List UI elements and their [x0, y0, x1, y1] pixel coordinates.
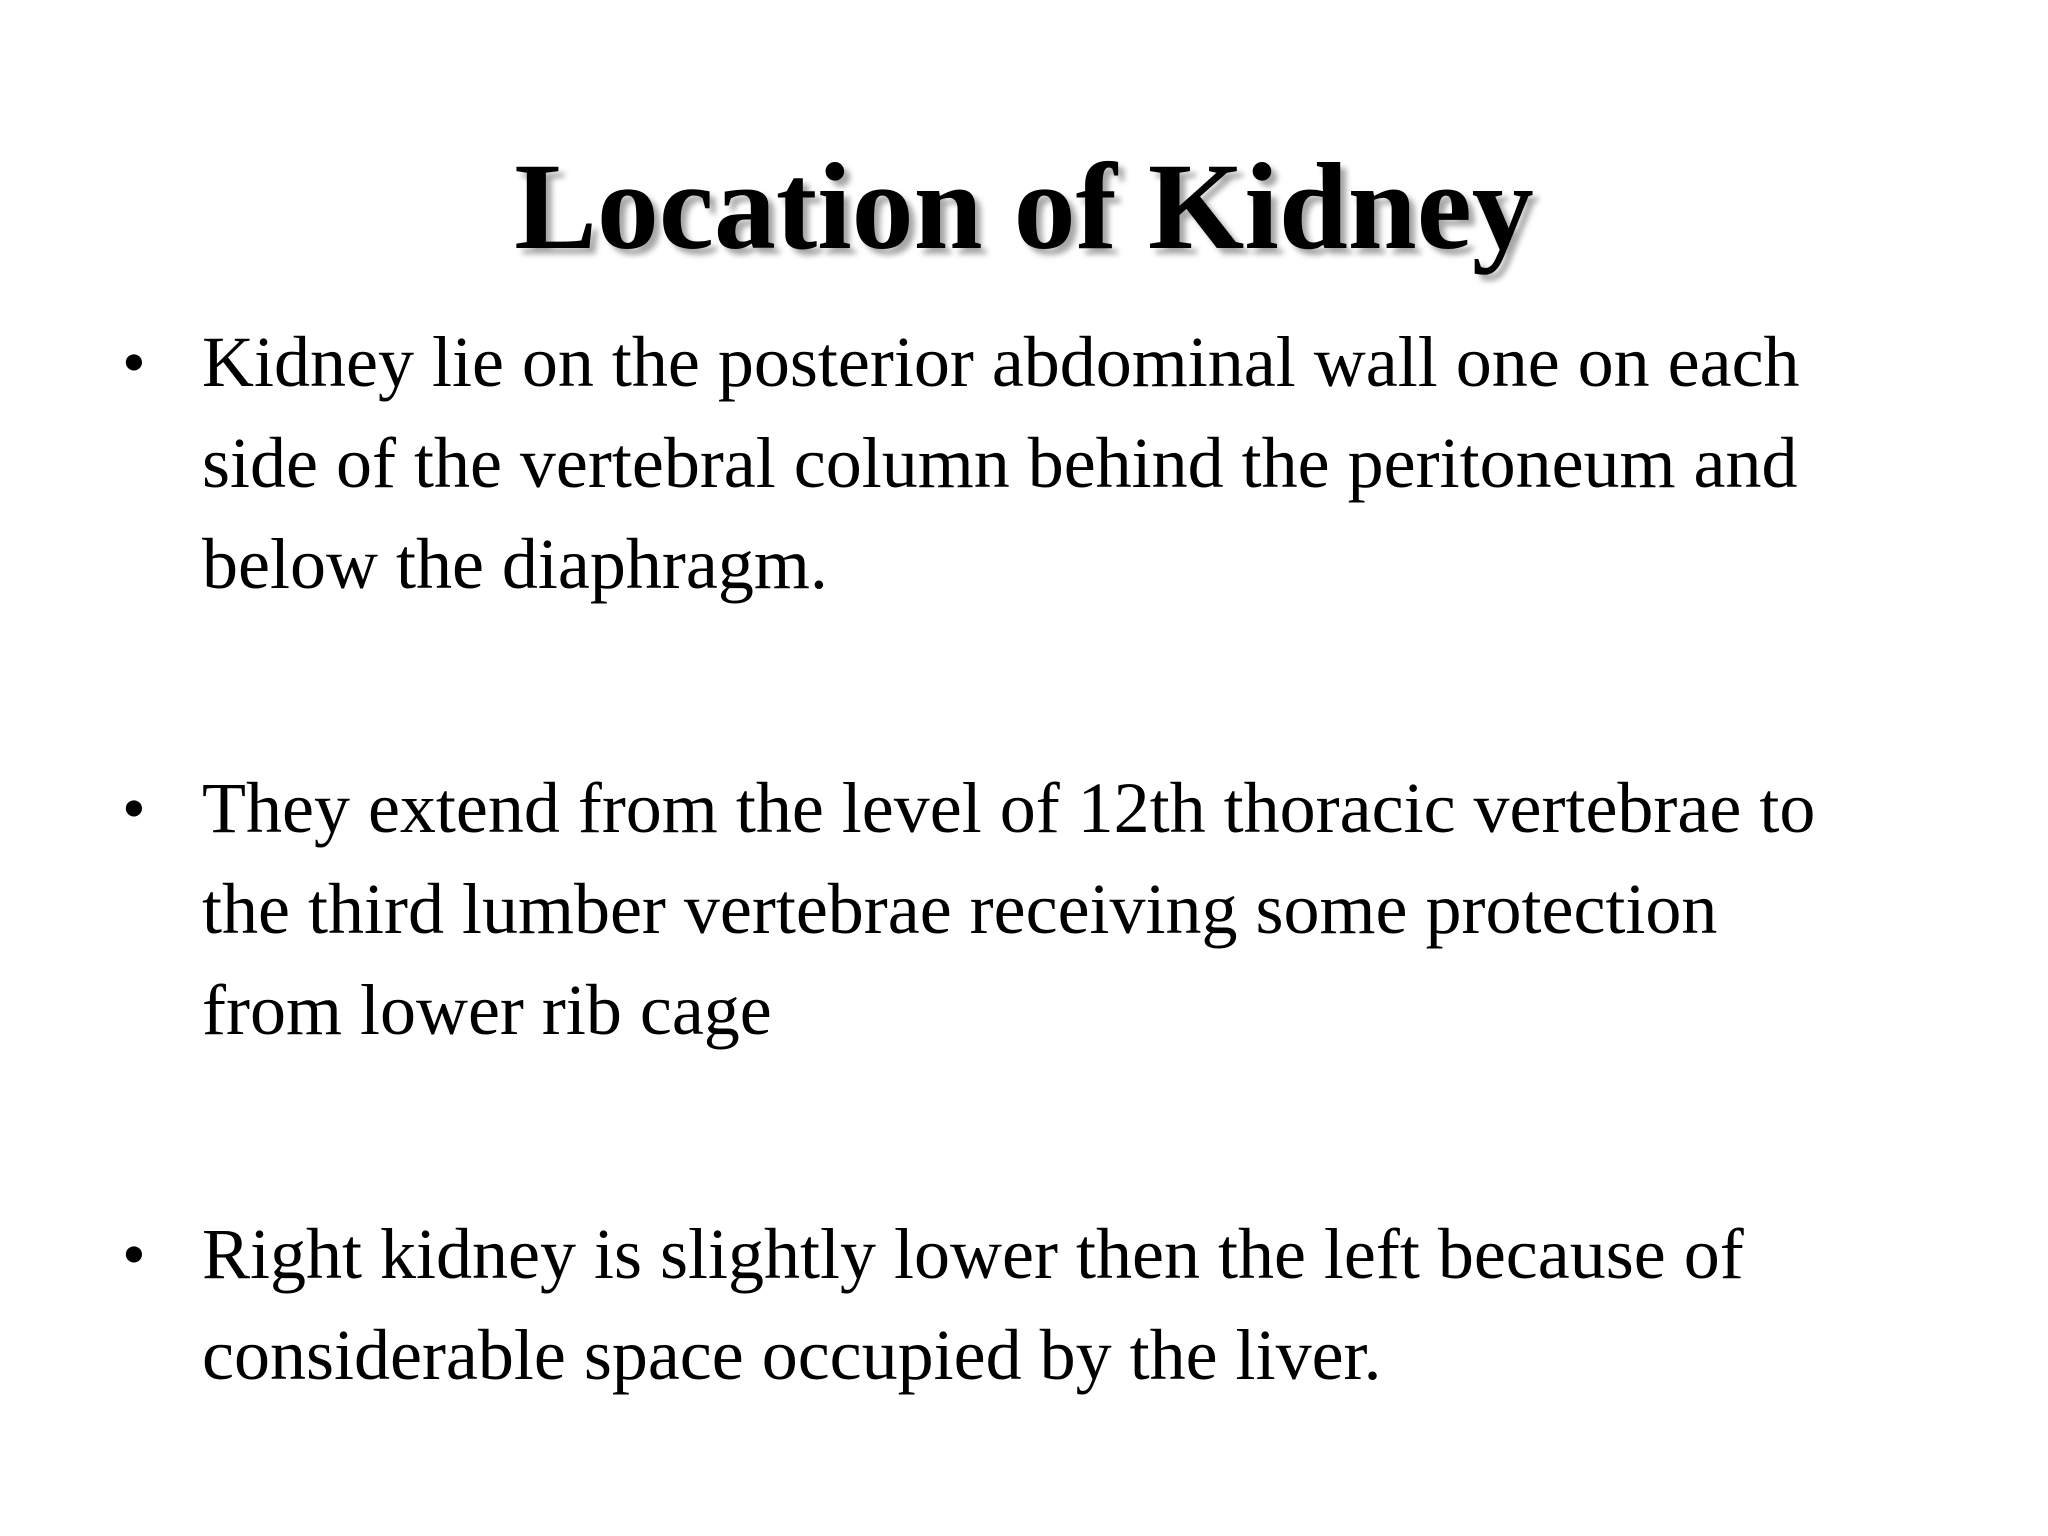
- bullet-line: below the diaphragm.: [202, 524, 828, 604]
- bullet-line: They extend from the level of 12th thoracic vertebrae to: [202, 768, 1816, 848]
- bullet-line: considerable space occupied by the liver.: [202, 1315, 1382, 1395]
- bullet-icon: •: [122, 324, 146, 400]
- bullet-text: [202, 758, 1942, 1061]
- bullet-line: Kidney lie on the posterior abdominal wall one on each: [202, 322, 1800, 402]
- bullet-text: [202, 312, 1942, 615]
- bullet-icon: •: [122, 1216, 146, 1292]
- bullet-line: side of the vertebral column behind the peritoneum and: [202, 423, 1798, 503]
- bullet-text: [202, 1204, 1942, 1406]
- bullet-icon: •: [122, 770, 146, 846]
- bullet-line: from lower rib cage: [202, 970, 772, 1050]
- bullet-line: the third lumber vertebrae receiving some protection: [202, 869, 1718, 949]
- slide-title: Location of Kidney: [514, 138, 1534, 275]
- bullet-line: Right kidney is slightly lower then the left because of: [202, 1214, 1744, 1294]
